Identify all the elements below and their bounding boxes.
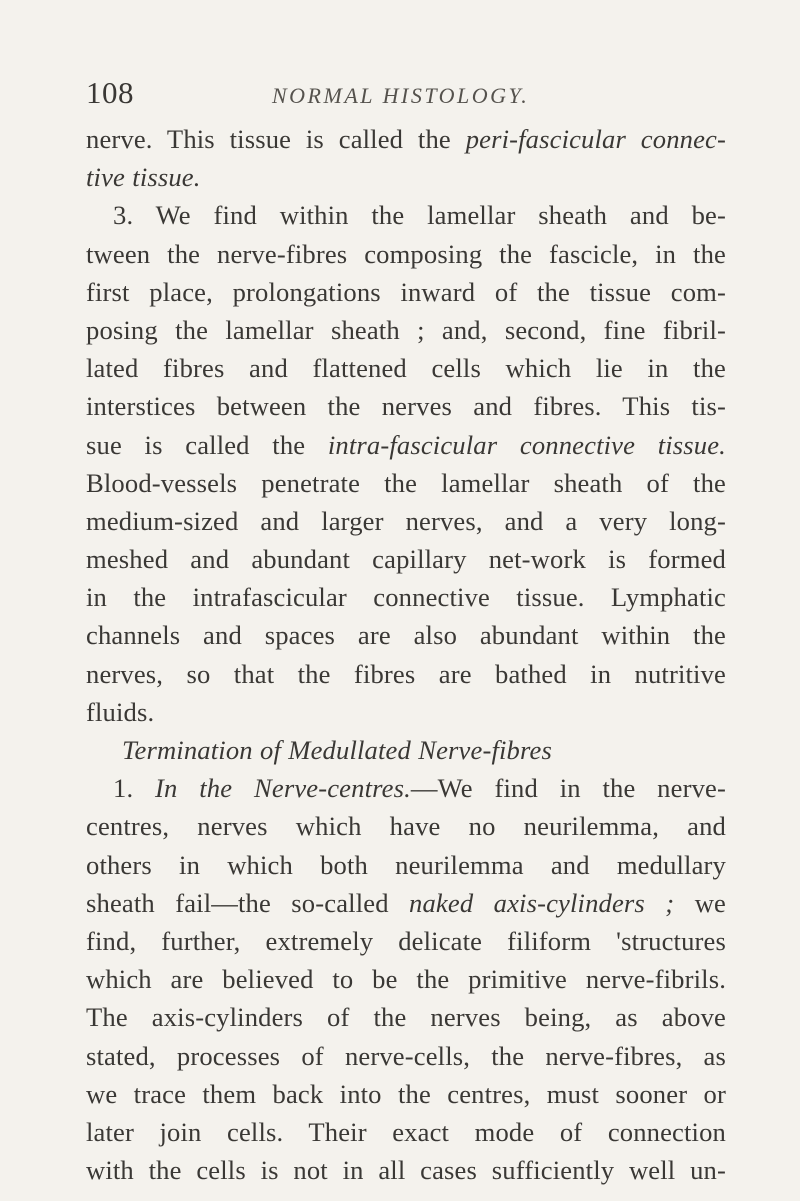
text-line <box>86 158 726 196</box>
text-line: with the cells is not in all cases sufficiently well un- <box>86 1155 726 1186</box>
text-line: 1. In the Nerve-centres.—We find in the nerve- <box>113 773 726 804</box>
text-line: find, further, extremely delicate filiform 'structures <box>86 925 726 956</box>
page-header <box>86 76 726 120</box>
text-line: first place, prolongations inward of the tissue com- <box>86 276 726 307</box>
page-number: 108 <box>86 75 134 110</box>
italic-term: naked axis-cylinders ; <box>409 887 675 918</box>
text-line: fluids. <box>86 696 155 727</box>
text-line: we trace them back into the centres, must sooner or <box>86 1078 726 1109</box>
italic-term: intra-fascicular connective tissue. <box>327 429 726 460</box>
text-line: meshed and abundant capillary net-work is formed <box>86 544 726 575</box>
text-line: nerve. This tissue is called the peri-fascicular connec- <box>86 124 727 154</box>
italic-term: In the Nerve-centres. <box>155 773 411 804</box>
text-line: posing the lamellar sheath ; and, second, fine fibril- <box>86 314 726 345</box>
text-line: others in which both neurilemma and medullary <box>86 849 726 880</box>
text-line: sue is called the intra-fascicular connective tissue. <box>86 429 726 460</box>
body-text <box>86 120 726 1189</box>
text-line: interstices between the nerves and fibres. This tis- <box>86 391 726 422</box>
italic-term: tive tissue. <box>86 162 201 193</box>
text-line: channels and spaces are also abundant within the <box>86 620 726 651</box>
text-line: centres, nerves which have no neurilemma, and <box>86 811 726 842</box>
text-line: stated, processes of nerve-cells, the nerve-fibres, as <box>86 1040 726 1071</box>
text-line: later join cells. Their exact mode of connection <box>86 1116 726 1147</box>
text-line: in the intrafascicular connective tissue. Lymphatic <box>86 582 726 613</box>
text-line: Blood-vessels penetrate the lamellar sheath of the <box>86 467 726 498</box>
section-title: Termination of Medullated Nerve-fibres <box>122 735 552 765</box>
text-line: nerves, so that the fibres are bathed in nutritive <box>86 658 726 689</box>
italic-term: peri-fascicular connec- <box>465 124 727 154</box>
text-line: sheath fail—the so-called naked axis-cylinders ; we <box>86 887 726 918</box>
text-line: tween the nerve-fibres composing the fascicle, in the <box>86 238 726 269</box>
book-page <box>86 76 726 1189</box>
text-line: lated fibres and flattened cells which lie in the <box>86 353 726 384</box>
text-line: which are believed to be the primitive nerve-fibrils. <box>86 964 726 995</box>
text-line: medium-sized and larger nerves, and a very long- <box>86 505 726 536</box>
running-head: NORMAL HISTOLOGY. <box>272 83 530 108</box>
text-line: The axis-cylinders of the nerves being, as above <box>86 1002 726 1033</box>
text-line: 3. We find within the lamellar sheath and be- <box>113 200 726 231</box>
